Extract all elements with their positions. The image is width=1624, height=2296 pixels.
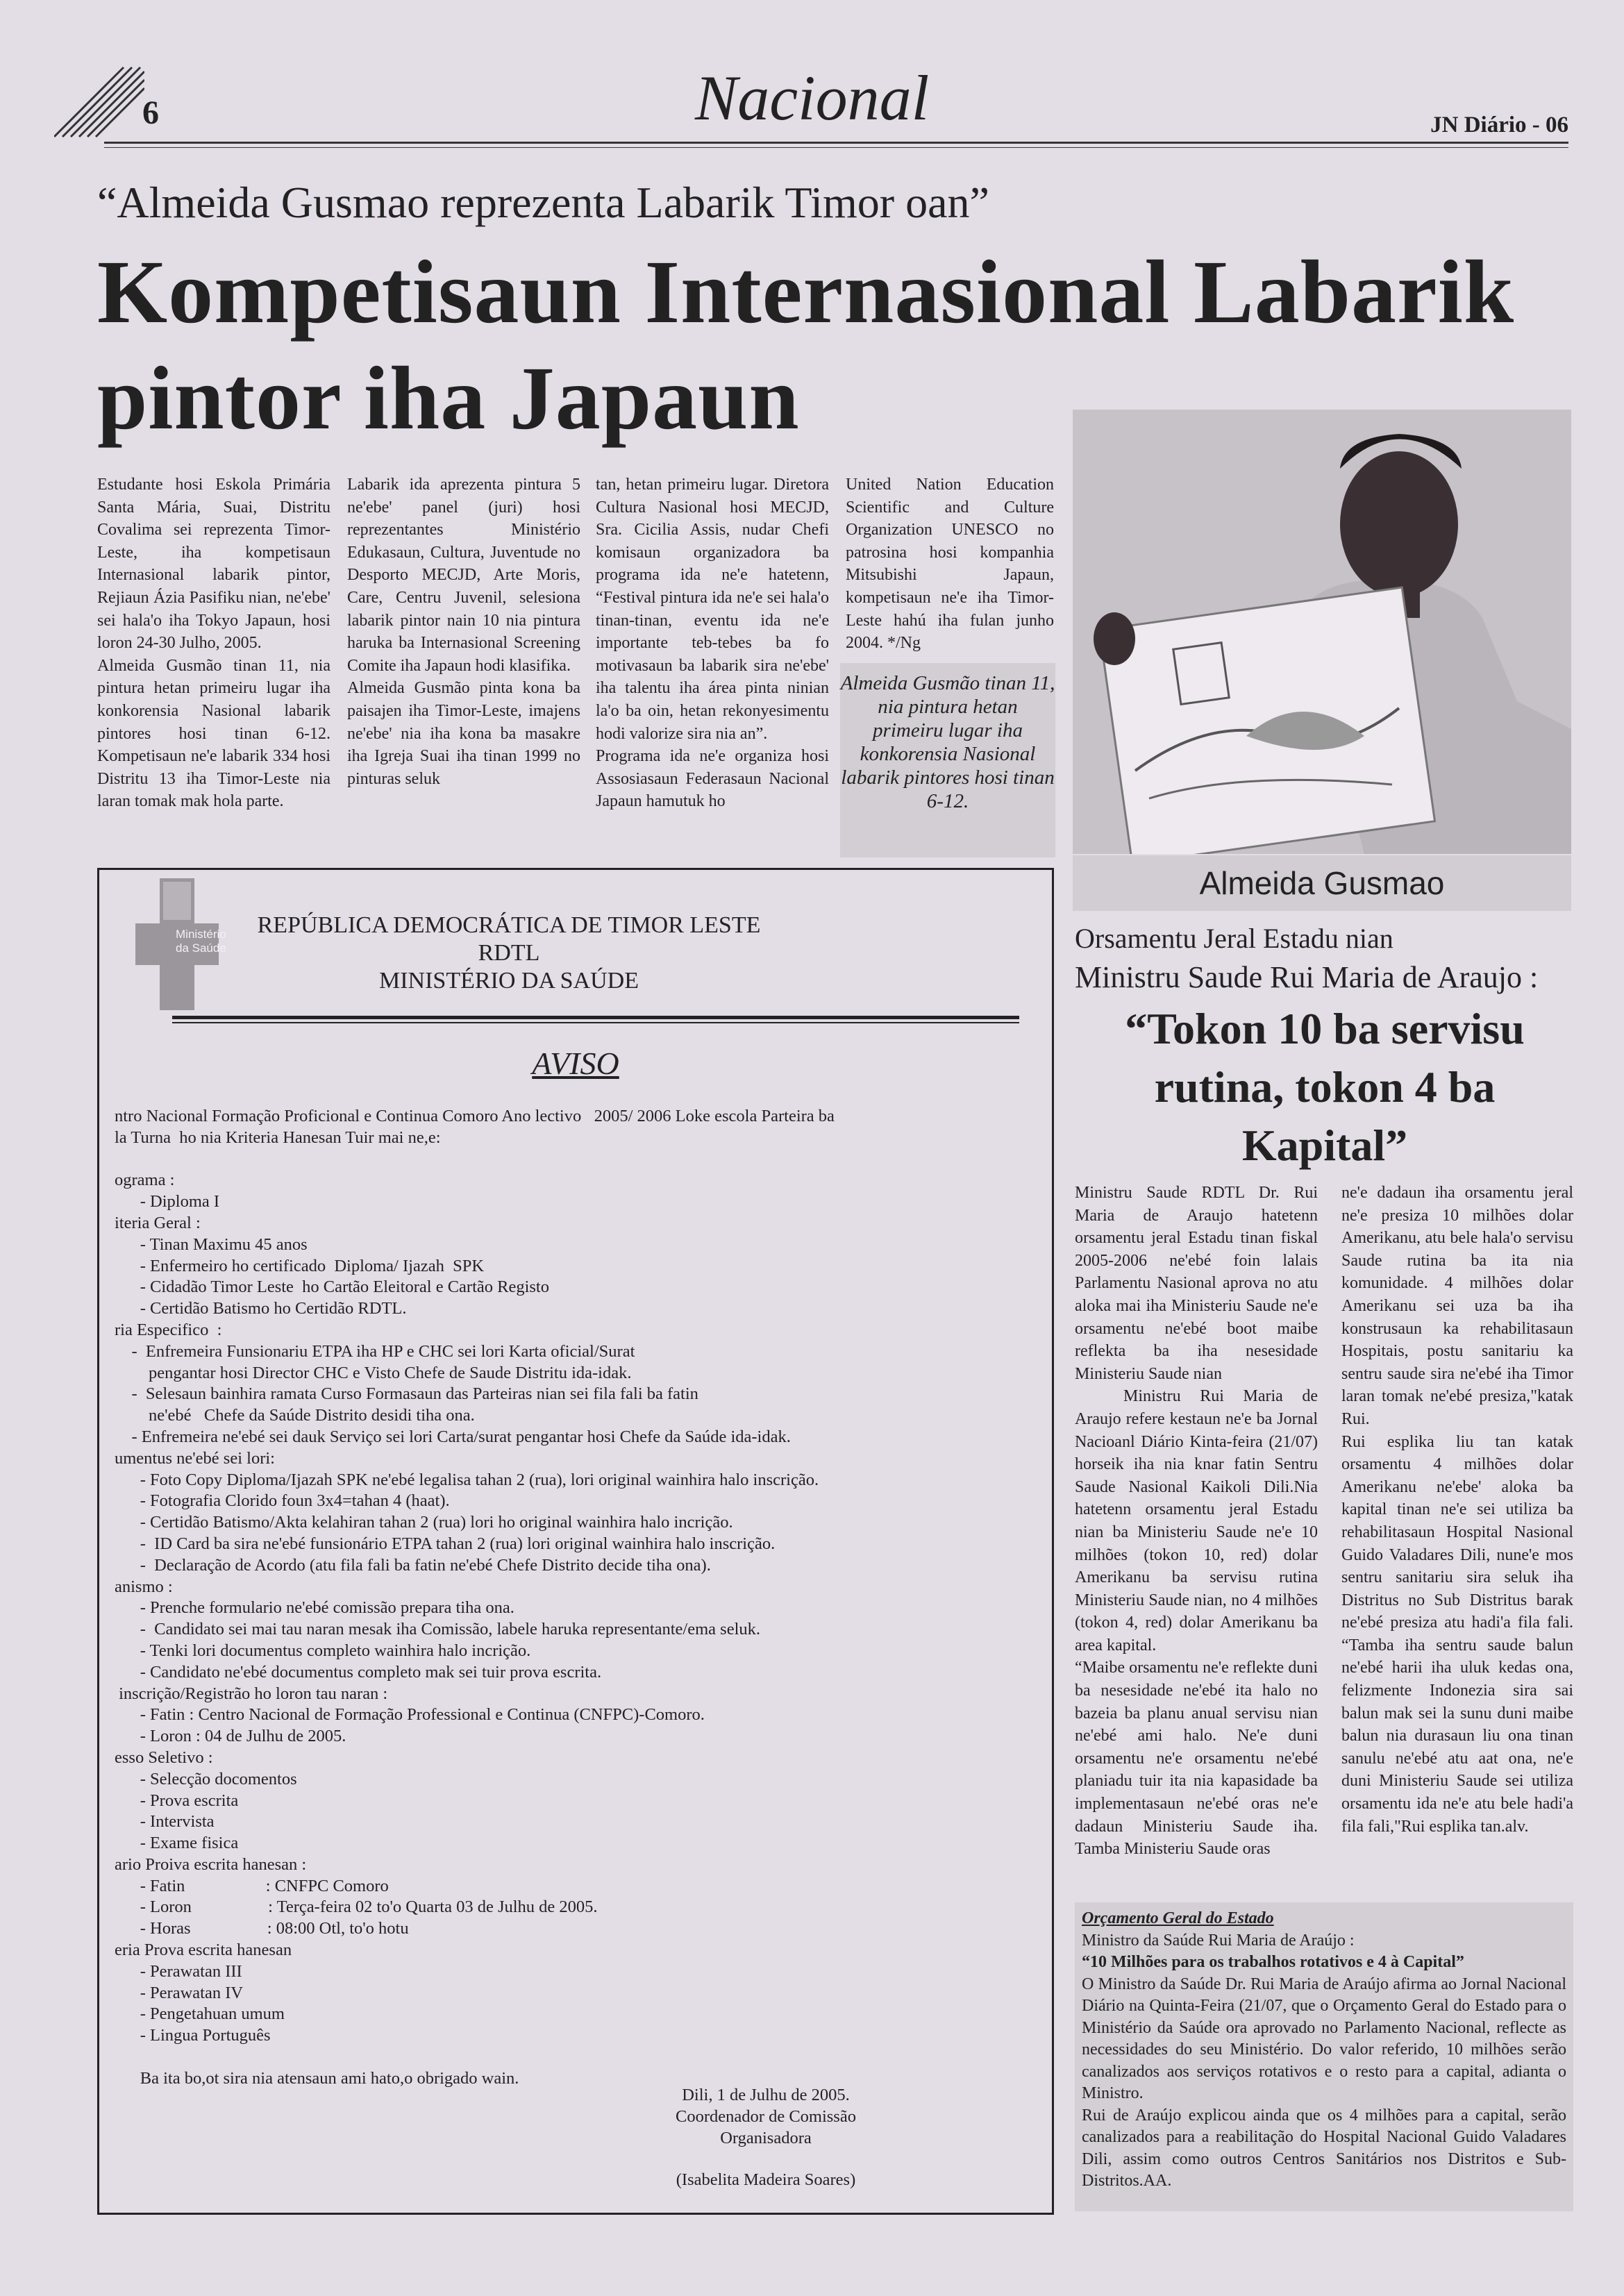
article-column-1 [97, 474, 330, 813]
story2-headline: “Tokon 10 ba servisu rutina, tokon 4 ba Kapital” [1125, 1004, 1525, 1170]
aviso-line: pengantar hosi Director CHC e Visto Chefe de Saude Distritu ida-idak. [115, 1363, 632, 1382]
aviso-line: - Intervista [115, 1812, 215, 1832]
logo-text-line: Ministério [176, 928, 226, 941]
signature-date: Dili, 1 de Julhu de 2005. [682, 2086, 850, 2104]
story2-paragraph: Ministru Saude RDTL Dr. Rui Maria de Araujo hatetenn orsamentu jeral Estadu tinan fiskal 2005-2006 ne'ebé foin lalais Parlamentu Nasional aprova no atu aloka mai iha Ministeriu Saude ne'e orsamentu ne'ebé boot maibe reflekta ba iha nesesidade Ministeriu Saude nian [1075, 1184, 1318, 1383]
aviso-line: - Tinan Maximu 45 anos [115, 1234, 308, 1254]
aviso-line: - Enfremeira Funsionariu ETPA iha HP e CHC sei lori Karta oficial/Surat [115, 1341, 635, 1361]
article-kicker: “Almeida Gusmao reprezenta Labarik Timor oan” [97, 178, 989, 227]
story2-subhead: Ministru Saude Rui Maria de Araujo : [1075, 960, 1539, 994]
article-column-2 [347, 474, 580, 790]
article-paragraph: Estudante hosi Eskola Primária Santa Mária, Suai, Distritu Covalima sei reprezenta Timor-Leste, iha kompetisaun Internasional labarik pintor, Rejiaun Ázia Pasifiku nian, ne'ebe' sei hala'o iha Tokyo Japaun, hosi loron 24-30 Julho, 2005. [97, 476, 330, 653]
aviso-line: - Fotografia Clorido foun 3x4=tahan 4 (haat). [115, 1491, 450, 1511]
article-column-3 [596, 474, 829, 813]
aviso-line: - Cidadão Timor Leste ho Cartão Eleitoral e Cartão Registo [115, 1277, 549, 1297]
aviso-line: - Prenche formulario ne'ebé comissão prepara tiha ona. [115, 1598, 514, 1618]
aviso-line: - Loron : Terça-feira 02 to'o Quarta 03 de Julhu de 2005. [115, 1897, 598, 1917]
summary-paragraph: Rui de Araújo explicou ainda que os 4 milhões para a capital, serão canalizados para a reabilitação do Hospital Nacional Guido Valadares Dili, assim como outros Centros Sanitários nos Distritos e Sub-Distritos.AA. [1082, 2106, 1566, 2190]
aviso-line: - Candidato sei mai tau naran mesak iha Comissão, labele haruka representante/ema seluk. [115, 1620, 761, 1639]
article-paragraph: Almeida Gusmão pinta kona ba paisajen iha Timor-Leste, imajens ne'ebe' nia iha kona ba masakre iha Igreja Suai iha tinan 1999 no pinturas seluk [347, 679, 580, 788]
aviso-line: esso Seletivo : [115, 1748, 213, 1767]
article-paragraph: United Nation Education Scientific and Culture Organization UNESCO no patrosina hosi kompanhia Mitsubishi Japaun, kompetisaun ne'e iha Timor-Leste hahú iha fulan junho 2004. */Ng [846, 476, 1054, 653]
aviso-line: - Loron : 04 de Julhu de 2005. [115, 1727, 346, 1746]
article-paragraph: Labarik ida aprezenta pintura 5 ne'ebe' panel (juri) hosi reprezentantes Ministério Edukasaun, Cultura, Juventude no Desporto MECJD, Arte Moris, Care, Centru Juvenil, selesiona labarik pintor nain 10 nia pintura haruka ba Internasional Screening Comite iha Japaun hodi klasifika. [347, 476, 580, 675]
aviso-line: ne'ebé Chefe da Saúde Distrito desidi tiha ona. [115, 1406, 475, 1425]
aviso-rule-thin [172, 1022, 1019, 1023]
aviso-line: - Enfremeira ne'ebé sei dauk Serviço sei lori Carta/surat pengantar hosi Chefe da Saúde ida-idak. [115, 1427, 791, 1446]
aviso-line: eria Prova escrita hanesan [115, 1941, 292, 1960]
article-paragraph: Almeida Gusmão tinan 11, nia pintura hetan primeiru lugar iha konkorensia Nasional labarik pintores hosi tinan 6-12. Kompetisaun ne'e labarik 334 hosi Distritu 13 iha Timor-Leste nia laran tomak mak hola parte. [97, 656, 330, 811]
aviso-line: anismo : [115, 1577, 173, 1596]
aviso-notice-box [97, 868, 1054, 2215]
aviso-line: - Perawatan III [115, 1961, 242, 1981]
aviso-line: - Candidato ne'ebé documentus completo mak sei tuir prova escrita. [115, 1662, 602, 1682]
aviso-line: umentus ne'ebé sei lori: [115, 1448, 275, 1468]
aviso-line: - Declaração de Acordo (atu fila fali ba fatin ne'ebé Chefe Distrito decide tiha ona). [115, 1555, 711, 1575]
portuguese-summary-box [1075, 1902, 1573, 2211]
signature-role: Coordenador de Comissão [676, 2106, 856, 2126]
logo-text-line: da Saúde [176, 941, 226, 955]
story2-kicker: Orsamentu Jeral Estadu nian [1075, 923, 1393, 954]
aviso-line: - Fatin : CNFPC Comoro [115, 1876, 389, 1895]
aviso-line: inscrição/Registrão ho loron tau naran : [115, 1684, 388, 1703]
summary-headline: “10 Milhões para os trabalhos rotativos e 4 à Capital” [1082, 1953, 1464, 1971]
aviso-line [115, 1149, 835, 1171]
summary-line: Ministro da Saúde Rui Maria de Araújo : [1082, 1931, 1355, 1950]
aviso-line: - Foto Copy Diploma/Ijazah SPK ne'ebé legalisa tahan 2 (rua), lori original wainhira halo inscrição. [115, 1470, 819, 1489]
summary-title: Orçamento Geral do Estado [1082, 1909, 1274, 1927]
aviso-line: - ID Card ba sira ne'ebé funsionário ETPA tahan 2 (rua) lori original wainhira halo inscrição. [115, 1534, 776, 1553]
aviso-line: - Diploma I [115, 1192, 220, 1212]
aviso-header-line: REPÚBLICA DEMOCRÁTICA DE TIMOR LESTE [257, 912, 761, 938]
story2-column-2 [1341, 1182, 1573, 1838]
story2-paragraph: Rui esplika liu tan katak orsamentu 4 milhões dolar Amerikanu ne'ebe' aloka ba kapital tinan ne'e sei utiliza ba rehabilitasaun Hospital Nasional Guido Valadares Dili, nune'e mos sentru sanitariu sira seluk iha Distritus no Sub Distritus barak ne'ebé presiza atu hadi'a fila fali. “Tamba iha sentru saude balun ne'ebé harii iha uluk kedas ona, felizmente Indonezia sira sai balun mak sei la sunu duni maibe balun nia durasaun liu ona tinan sanulu ne'ebé atu aat ona, ne'e duni Ministeriu Saude sei utiliza orsamentu ida ne'e atu bele hadi'a fila fali,"Rui esplika tan.alv. [1341, 1432, 1573, 1836]
aviso-line: - Certidão Batismo/Akta kelahiran tahan 2 (rua) lori ho original wainhira halo incrição. [115, 1513, 733, 1532]
headline-line-1: Kompetisaun Internasional Labarik [97, 242, 1515, 342]
aviso-line: - Enfermeiro ho certificado Diploma/ Ijazah SPK [115, 1256, 485, 1275]
aviso-line: - Selecção docomentos [115, 1769, 297, 1788]
section-title: Nacional [694, 62, 930, 133]
aviso-body [115, 1106, 835, 2090]
aviso-line [115, 2047, 835, 2068]
aviso-line: - Pengetahuan umum [115, 2004, 285, 2024]
article-paragraph: Programa ida ne'e organiza hosi Assosiasaun Federasaun Nacional Japaun hamutuk ho [596, 747, 829, 811]
aviso-line: - Prova escrita [115, 1791, 239, 1810]
page-number: 6 [142, 94, 159, 131]
signature-role: Organisadora [720, 2128, 812, 2147]
aviso-header-line: RDTL [478, 940, 540, 966]
aviso-header [238, 912, 780, 995]
aviso-line: - Horas : 08:00 Otl, to'o hotu [115, 1919, 409, 1938]
aviso-line: Ba ita bo,ot sira nia atensaun ami hato,o obrigado wain. [115, 2068, 519, 2088]
signature-name: (Isabelita Madeira Soares) [676, 2170, 856, 2190]
aviso-line: ntro Nacional Formação Proficional e Continua Comoro Ano lectivo 2005/ 2006 Loke escola Parteira ba [115, 1107, 835, 1125]
aviso-line: iteria Geral : [115, 1213, 201, 1232]
aviso-header-line: MINISTÉRIO DA SAÚDE [379, 968, 639, 994]
headline-line-2: pintor iha Japaun [97, 349, 800, 449]
aviso-line: - Certidão Batismo ho Certidão RDTL. [115, 1299, 407, 1318]
aviso-line: - Selesaun bainhira ramata Curso Formasaun das Parteiras nian sei fila fali ba fatin [115, 1384, 698, 1404]
header-rule [104, 142, 1568, 144]
story2-paragraph: Ministru Rui Maria de Araujo refere kestaun ne'e ba Jornal Nacioanl Diário Kinta-feira (21/07) horseik iha nia knar fatin Sentru Saude Nasional Kaikoli Dili.Nia hatetenn orsamentu jeral Estadu nian ba Ministeriu Saude ne'e 10 milhões (tokon 10, red) dolar Amerikanu ba servisu rutina Ministeriu Saude nian, no 4 milhões (tokon 4, red) dolar Amerikanu ba area kapital. [1075, 1387, 1318, 1654]
header-rule-thin [104, 147, 1568, 148]
aviso-line: ria Especifico : [115, 1320, 222, 1339]
aviso-line: - Lingua Português [115, 2026, 271, 2045]
aviso-line: - Exame fisica [115, 1834, 239, 1853]
photo-caption: Almeida Gusmao [1073, 855, 1571, 911]
story2-paragraph: ne'e dadaun iha orsamentu jeral ne'e presiza 10 milhões dolar Amerikanu, atu bele hala'o servisu Saude rutina ba ita nia komunidade. 4 milhões dolar Amerikanu sei uza ba iha konstrusaun ka rehabilitasaun Hospitais, postu sanitariu ka sentru saude sira ne'ebé iha Timor laran tomak ne'ebé presiza,"katak Rui. [1341, 1184, 1573, 1428]
article-paragraph: tan, hetan primeiru lugar. Diretora Cultura Nasional hosi MECJD, Sra. Cicilia Assis, nudar Chefi komisaun organizadora ba programa ida ne'e hatetenn, “Festival pintura ida ne'e sei hala'o tinan-tinan, eventu ida ne'e importante teb-tebes ba fo motivasaun ba labarik sira ne'ebe' iha talentu iha área pinta ninian la'o ba oin, hetan rekonyesimentu hodi valorize sira nia an”. [596, 476, 829, 743]
aviso-line: - Tenki lori documentus completo wainhira halo incrição. [115, 1641, 531, 1660]
aviso-line: ario Proiva escrita hanesan : [115, 1854, 307, 1874]
aviso-signature [599, 2085, 932, 2191]
edition-label: JN Diário - 06 [1430, 112, 1568, 137]
ministry-logo-text [176, 928, 226, 955]
aviso-line: ograma : [115, 1171, 175, 1190]
summary-paragraph: O Ministro da Saúde Dr. Rui Maria de Araújo afirma ao Jornal Nacional Diário na Quinta-Feira (21/07, que o Orçamento Geral do Estado para o Ministério da Saúde ora aprovado no Parlamento Nacional, reflecte as necessidades do seu Ministério. Do valor referido, 10 milhões serão canalizados aos serviços rotativos e o resto para a capital, adianta o Ministro. [1082, 1975, 1566, 2102]
aviso-title: AVISO [532, 1046, 619, 1081]
aviso-line: - Perawatan IV [115, 1983, 244, 2002]
article-column-4 [846, 474, 1054, 655]
aviso-line: - Fatin : Centro Nacional de Formação Professional e Continua (CNFPC)-Comoro. [115, 1705, 705, 1725]
story2-column-1 [1075, 1182, 1318, 1861]
pull-quote: Almeida Gusmão tinan 11, nia pintura hetan primeiru lugar iha konkorensia Nasional labarik pintores hosi tinan 6-12. [840, 663, 1055, 857]
aviso-rule [172, 1016, 1019, 1019]
story2-paragraph: “Maibe orsamentu ne'e reflekte duni ba nesesidade ne'ebé ita halo no bazeia ba planu anual servisu nian ne'ebé ami halo. Ne'e duni orsamentu ne'e orsamentu ne'ebé planiadu tuir ita nia kapasidade ba implementasaun ne'ebé oras ne'e dadaun Ministeriu Saude iha. Tamba Ministeriu Saude oras [1075, 1659, 1318, 1859]
photo-student-with-painting [1073, 410, 1571, 854]
aviso-line: la Turna ho nia Kriteria Hanesan Tuir mai ne,e: [115, 1128, 441, 1147]
